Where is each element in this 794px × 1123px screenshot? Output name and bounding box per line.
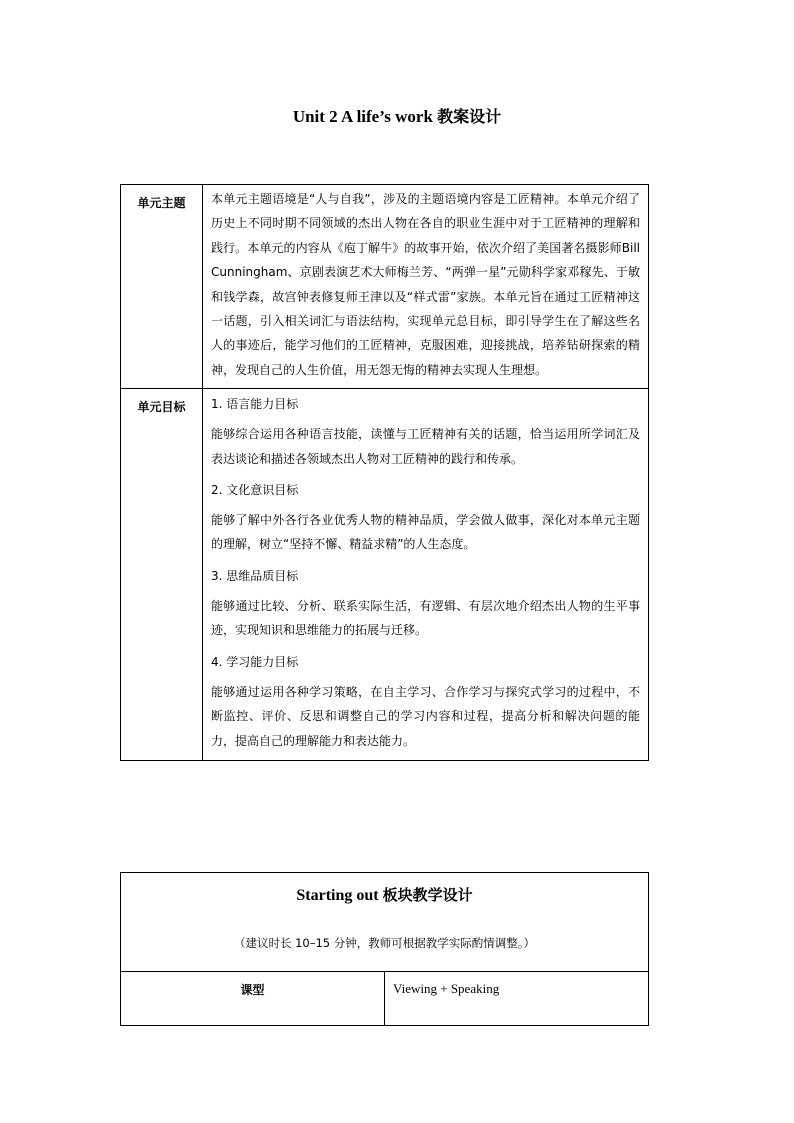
page-title-en: Unit 2 A life’s work <box>292 107 433 126</box>
unit-goals-cell <box>203 389 649 761</box>
goal-heading: 2. 文化意识目标 <box>211 483 299 498</box>
lesson-type-value: Viewing + Speaking <box>385 972 649 1026</box>
unit-theme-text: 本单元主题语境是“人与自我”，涉及的主题语境内容是工匠精神。本单元介绍了历史上不同时期不同领域的杰出人物在各自的职业生涯中对于工匠精神的理解和践行。本单元的内容从《庖丁解牛》的故事开始，依次介绍了美国著名摄影师Bill Cunningham、京剧表演艺术大师梅兰芳、“两弹一星”元勋科学家邓稼先、于敏和钱学森，故宫钟表修复师王津以及“样式雷”家族。本单元旨在通过工匠精神这一话题，引入相关词汇与语法结构，实现单元总目标，即引导学生在了解这些名人的事迹后，能学习他们的工匠精神，克服困难，迎接挑战，培养钻研探索的精神，发现自己的人生价值，用无怨无悔的精神去实现人生理想。 <box>211 192 640 377</box>
goal-body: 能够了解中外各行各业优秀人物的精神品质，学会做人做事，深化对本单元主题的理解，树立“坚持不懈、精益求精”的人生态度。 <box>211 513 640 552</box>
design-header-row <box>121 873 649 972</box>
unit-theme-cell <box>203 185 649 389</box>
design-title-en: Starting out <box>296 887 383 904</box>
page-title <box>0 106 794 128</box>
goal-heading: 4. 学习能力目标 <box>211 654 299 669</box>
unit-overview-table <box>120 184 649 761</box>
page-title-cn: 教案设计 <box>437 107 502 126</box>
unit-goals-row <box>121 389 649 761</box>
design-title-cn: 板块教学设计 <box>382 886 473 904</box>
goal-heading: 3. 思维品质目标 <box>211 568 299 583</box>
goal-body: 能够综合运用各种语言技能，读懂与工匠精神有关的话题，恰当运用所学词汇及表达谈论和描述各领域杰出人物对工匠精神的践行和传承。 <box>211 427 640 466</box>
goal-body: 能够通过比较、分析、联系实际生活，有逻辑、有层次地介绍杰出人物的生平事迹，实现知识和思维能力的拓展与迁移。 <box>211 598 640 638</box>
design-title <box>121 884 648 907</box>
design-duration-note: （建议时长 10–15 分钟，教师可根据教学实际酌情调整。） <box>233 936 536 950</box>
lesson-type-row <box>121 972 649 1026</box>
lesson-type-label: 课型 <box>121 972 385 1026</box>
unit-theme-row <box>121 185 649 389</box>
design-header-cell <box>121 873 649 972</box>
unit-theme-label: 单元主题 <box>121 185 203 389</box>
lesson-design-table <box>120 872 649 1026</box>
goal-heading: 1. 语言能力目标 <box>211 397 299 412</box>
goal-body: 能够通过运用各种学习策略，在自主学习、合作学习与探究式学习的过程中，不断监控、评价、反思和调整自己的学习内容和过程，提高分析和解决问题的能力，提高自己的理解能力和表达能力。 <box>211 684 640 748</box>
unit-goals-label: 单元目标 <box>121 389 203 761</box>
